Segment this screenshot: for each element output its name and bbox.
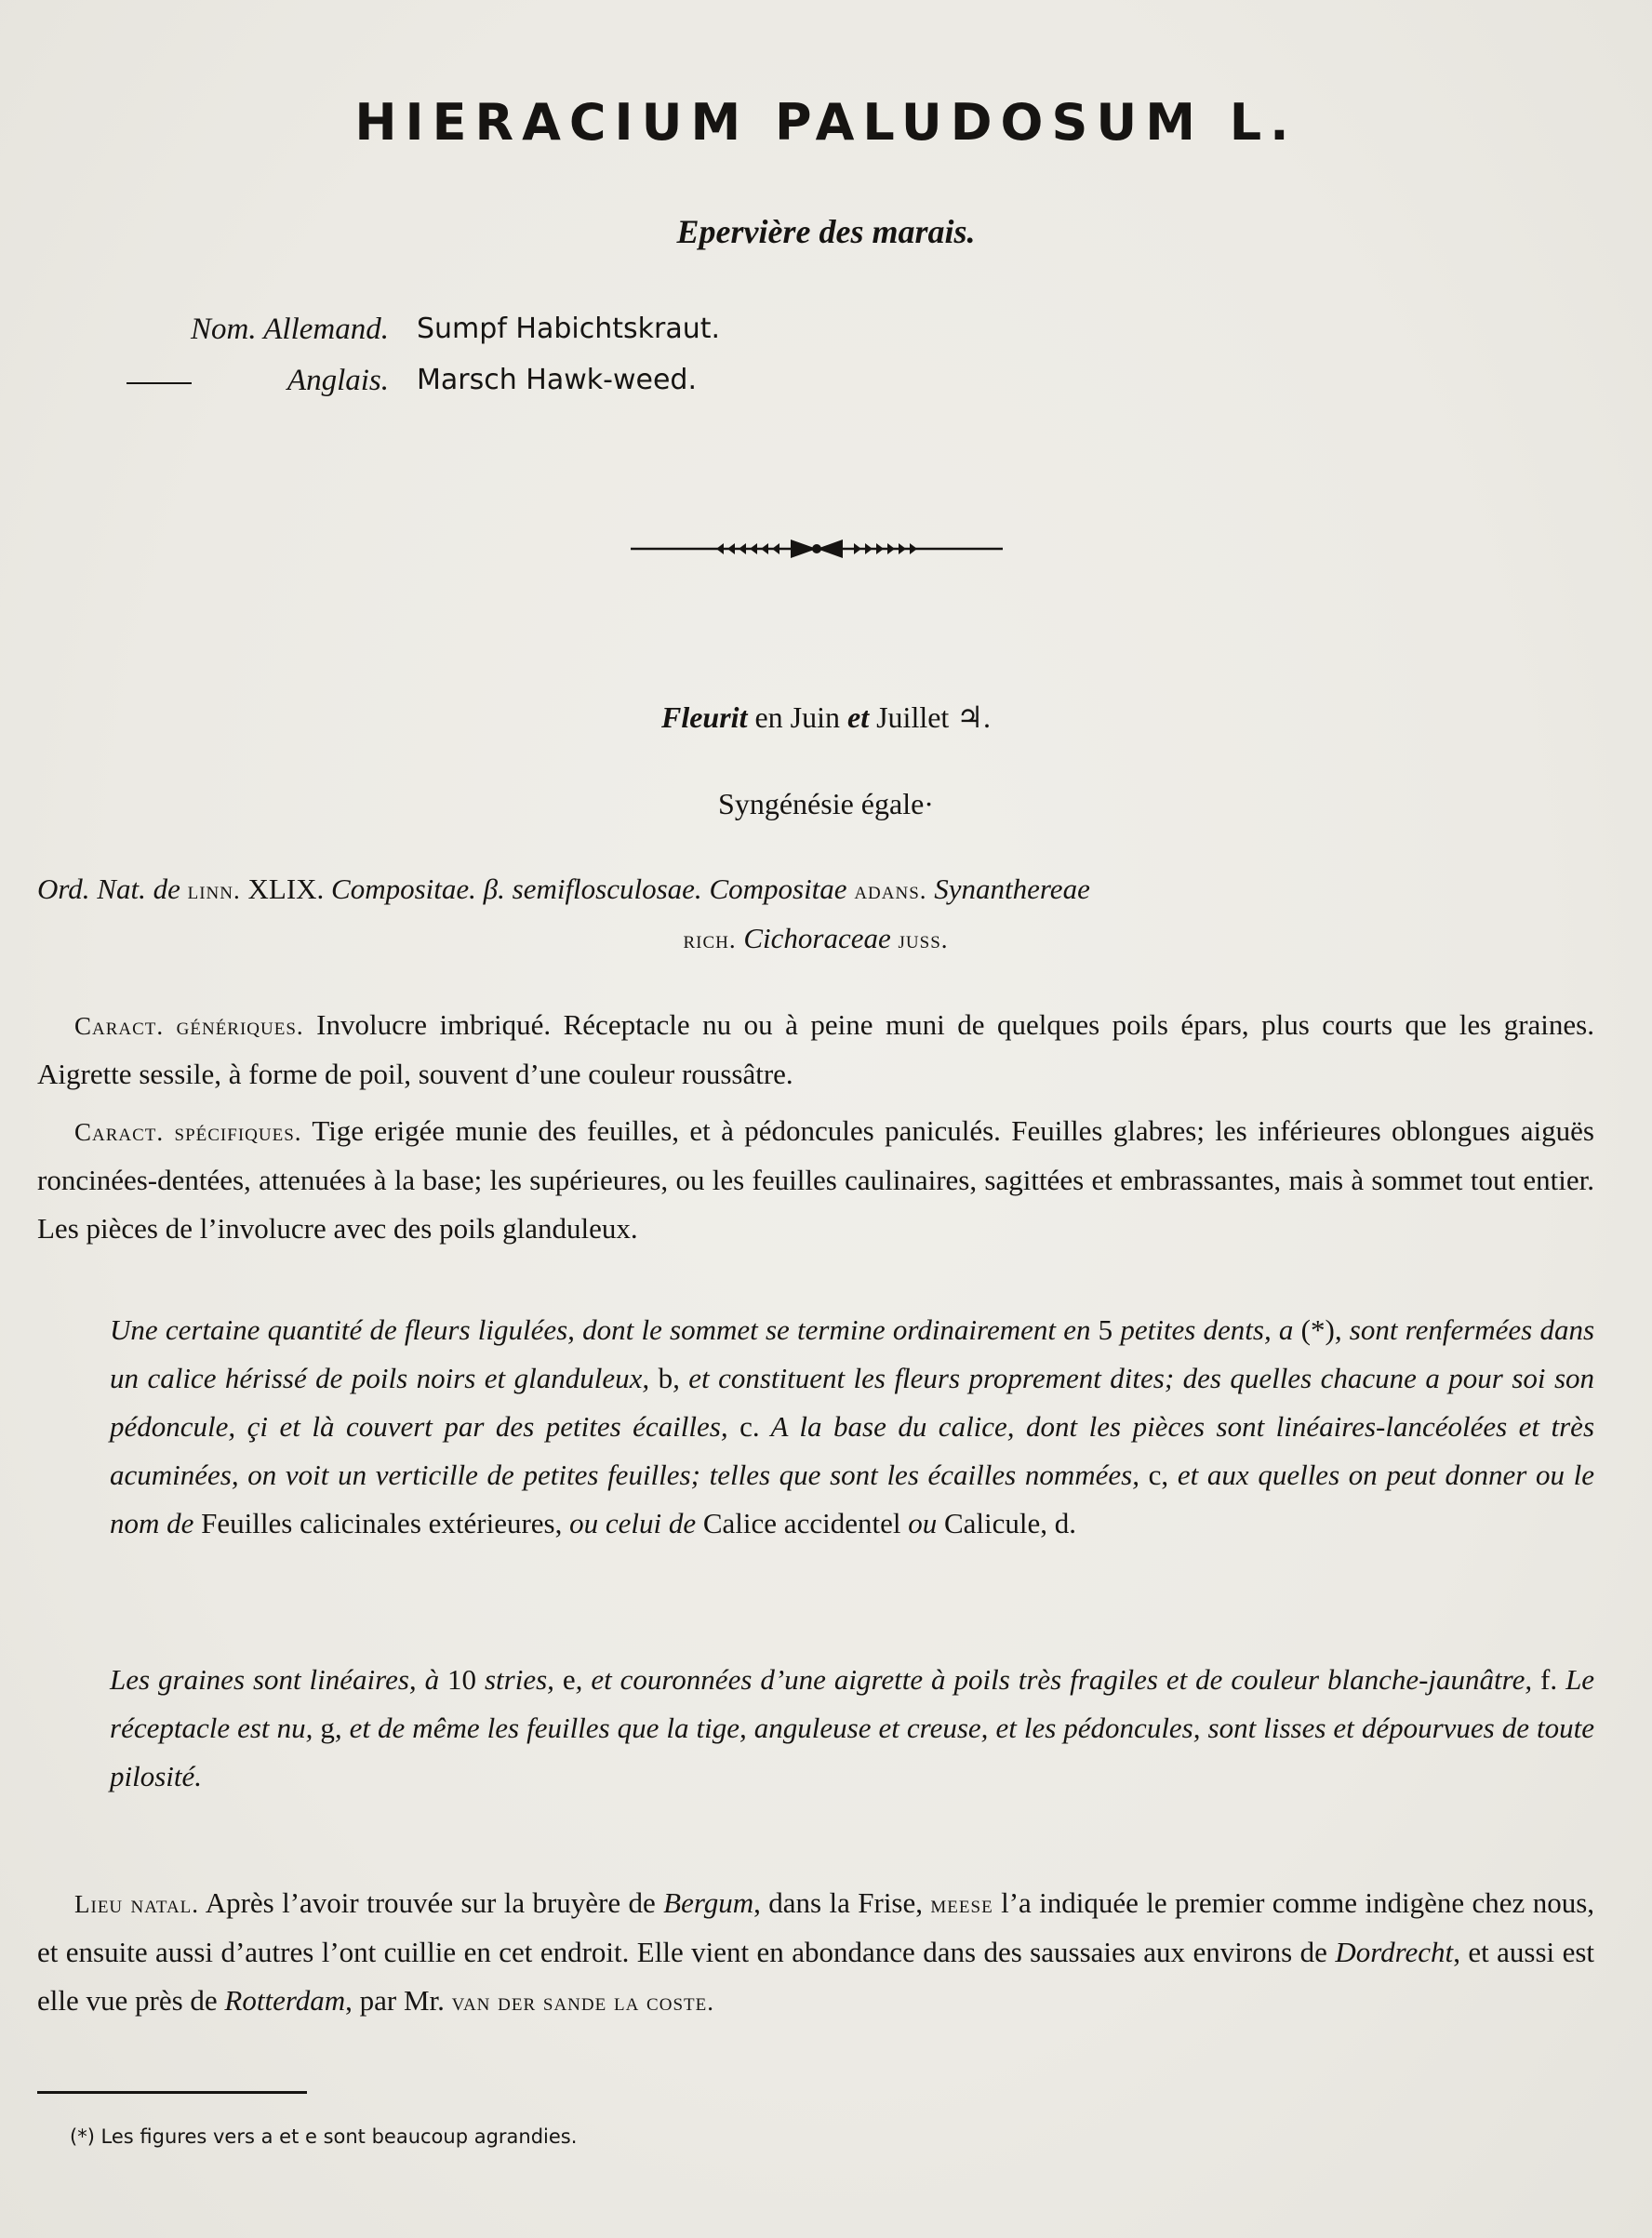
habitat-place-dordrecht: Dordrecht [1335,1936,1454,1968]
habitat-t3: l’a indiquée le premier comme indigène chez nous, et ensuite aussi d’autres l’ont cuillie en cet endroit. Elle vient en abondance dans des saussaies aux environs de [37,1886,1595,1968]
generic-text: Involucre imbriqué. Réceptacle nu ou à peine muni de quelques poils épars, plus courts que les graines. Aigrette sessile, à forme de poil, souvent d’une couleur roussâtre. [37,1008,1594,1090]
desc2-t5: , et de même les feuilles que la tige, anguleuse et creuse, et les pédoncules, sont lisses et dépourvues de toute pilosité. [110,1712,1595,1792]
desc1-t7: ou celui de [569,1507,697,1539]
order-c: XLIX. [247,873,325,905]
habitat-t2: , dans la Frise, [753,1886,924,1919]
footnote: (*) Les figures vers a et e sont beaucoup agrandies. [70,2125,578,2148]
flowering-w4: Juillet [876,700,950,734]
desc1-n1: 5 [1098,1313,1113,1346]
order-e: β. [483,873,505,905]
habitat-t4: , et aussi est elle vue près de [37,1936,1595,2017]
order-k: Cichoraceae [743,922,891,954]
desc1-t1: Une certaine quantité de fleurs ligulées, dont le sommet se termine ordinairement en [110,1313,1091,1346]
name-value-german: Sumpf Habichtskraut. [417,313,721,345]
desc2-t2: stries, [484,1663,554,1696]
desc2-t3: , et couronnées d’une aigrette à poils très fragiles et de couleur blanche-jaunâtre, [575,1663,1533,1696]
specific-characters [37,1107,1594,1253]
name-value-english: Marsch Hawk-weed. [417,364,697,396]
desc1-n8: Calicule, d. [943,1507,1076,1539]
habitat-meese: meese [930,1890,993,1918]
desc1-n6: Feuilles calicinales extérieures, [201,1507,563,1539]
desc2-n1: 10 [447,1663,477,1696]
desc2-n2: e [562,1663,576,1696]
show-through [921,288,1516,326]
desc2-n4: g [320,1712,335,1744]
desc1-t5: A la base du calice, dont les pièces sont linéaires-lancéolées et très acuminées, on voit un verticille de petites feuilles; telles que sont les écailles nommées, [110,1410,1595,1491]
habitat-paragraph [37,1879,1594,2026]
page-subtitle: Epervière des marais. [676,213,976,250]
desc1-n5: c, [1148,1459,1169,1491]
desc1-t8: ou [908,1507,938,1539]
habitat-place-bergum: Bergum [663,1886,754,1919]
description-1 [110,1306,1594,1548]
order-line-2 [37,914,1594,964]
desc2-n3: f. [1540,1663,1558,1696]
order-paragraph [37,865,1594,964]
desc1-t6: et aux quelles on peut donner ou le nom de [110,1459,1595,1539]
name-label-german: Nom. Allemand. [191,313,389,346]
order-d: Compositae. [331,873,476,905]
specific-head: Caract. spécifiques. [74,1118,302,1146]
desc1-n7: Calice accidentel [702,1507,901,1539]
desc1-t4: , et constituent les fleurs proprement dites; des quelles chacune a pour soi son pédoncule, çi et là couvert par des petites écailles, [110,1362,1595,1443]
desc2-t1: Les graines sont linéaires, à [110,1663,440,1696]
order-g: Compositae [709,873,847,905]
specific-text: Tige erigée munie des feuilles, et à pédoncules paniculés. Feuilles glabres; les inférieures oblongues aiguës roncinées-dentées, attenuées à la base; les supérieures, ou les feuilles caulinaires, sagittées et embrassantes, mais à sommet tout entier. Les pièces de l’involucre avec des poils glanduleux. [37,1114,1594,1245]
ornament-divider [631,532,1003,566]
description-2 [110,1656,1594,1801]
habitat-place-rotterdam: Rotterdam [224,1984,346,2017]
name-label-english: Anglais. [286,364,389,397]
generic-head: Caract. génériques. [74,1012,304,1040]
order-i: Synanthereae [934,873,1090,905]
desc1-n2: (*) [1300,1313,1335,1346]
order-f: semiflosculosae. [512,873,702,905]
order-b: linn. [187,876,241,904]
order-l: juss. [898,926,949,953]
flowering-w1: Fleurit [660,700,748,734]
footnote-rule [37,2091,307,2094]
perennial-symbol: ♃. [956,700,991,734]
flowering-w3: et [847,700,870,734]
order-j: rich. [683,926,737,953]
habitat-t5: , par Mr. [345,1984,445,2017]
flowering-w2: en Juin [754,700,840,734]
flowering-line [0,699,1652,735]
habitat-t1: Après l’avoir trouvée sur la bruyère de [205,1886,656,1919]
desc1-t2: petites dents, a [1120,1313,1294,1346]
ditto-dash [127,382,192,384]
desc1-n4: c. [739,1410,760,1443]
class-line: Syngénésie égale· [718,787,934,820]
desc1-t3: , sont renfermées dans un calice hérissé de poils noirs et glanduleux, [110,1313,1595,1394]
page-title: HIERACIUM PALUDOSUM L. [354,93,1298,152]
generic-characters [37,1001,1594,1099]
habitat-head: Lieu natal. [74,1890,200,1918]
order-a: Ord. Nat. de [37,873,180,905]
desc1-n3: b [658,1362,673,1394]
habitat-van-der-sande: van der sande la coste. [451,1988,714,2016]
desc2-t4: Le réceptacle est nu, [110,1663,1595,1744]
order-h: adans. [854,876,927,904]
